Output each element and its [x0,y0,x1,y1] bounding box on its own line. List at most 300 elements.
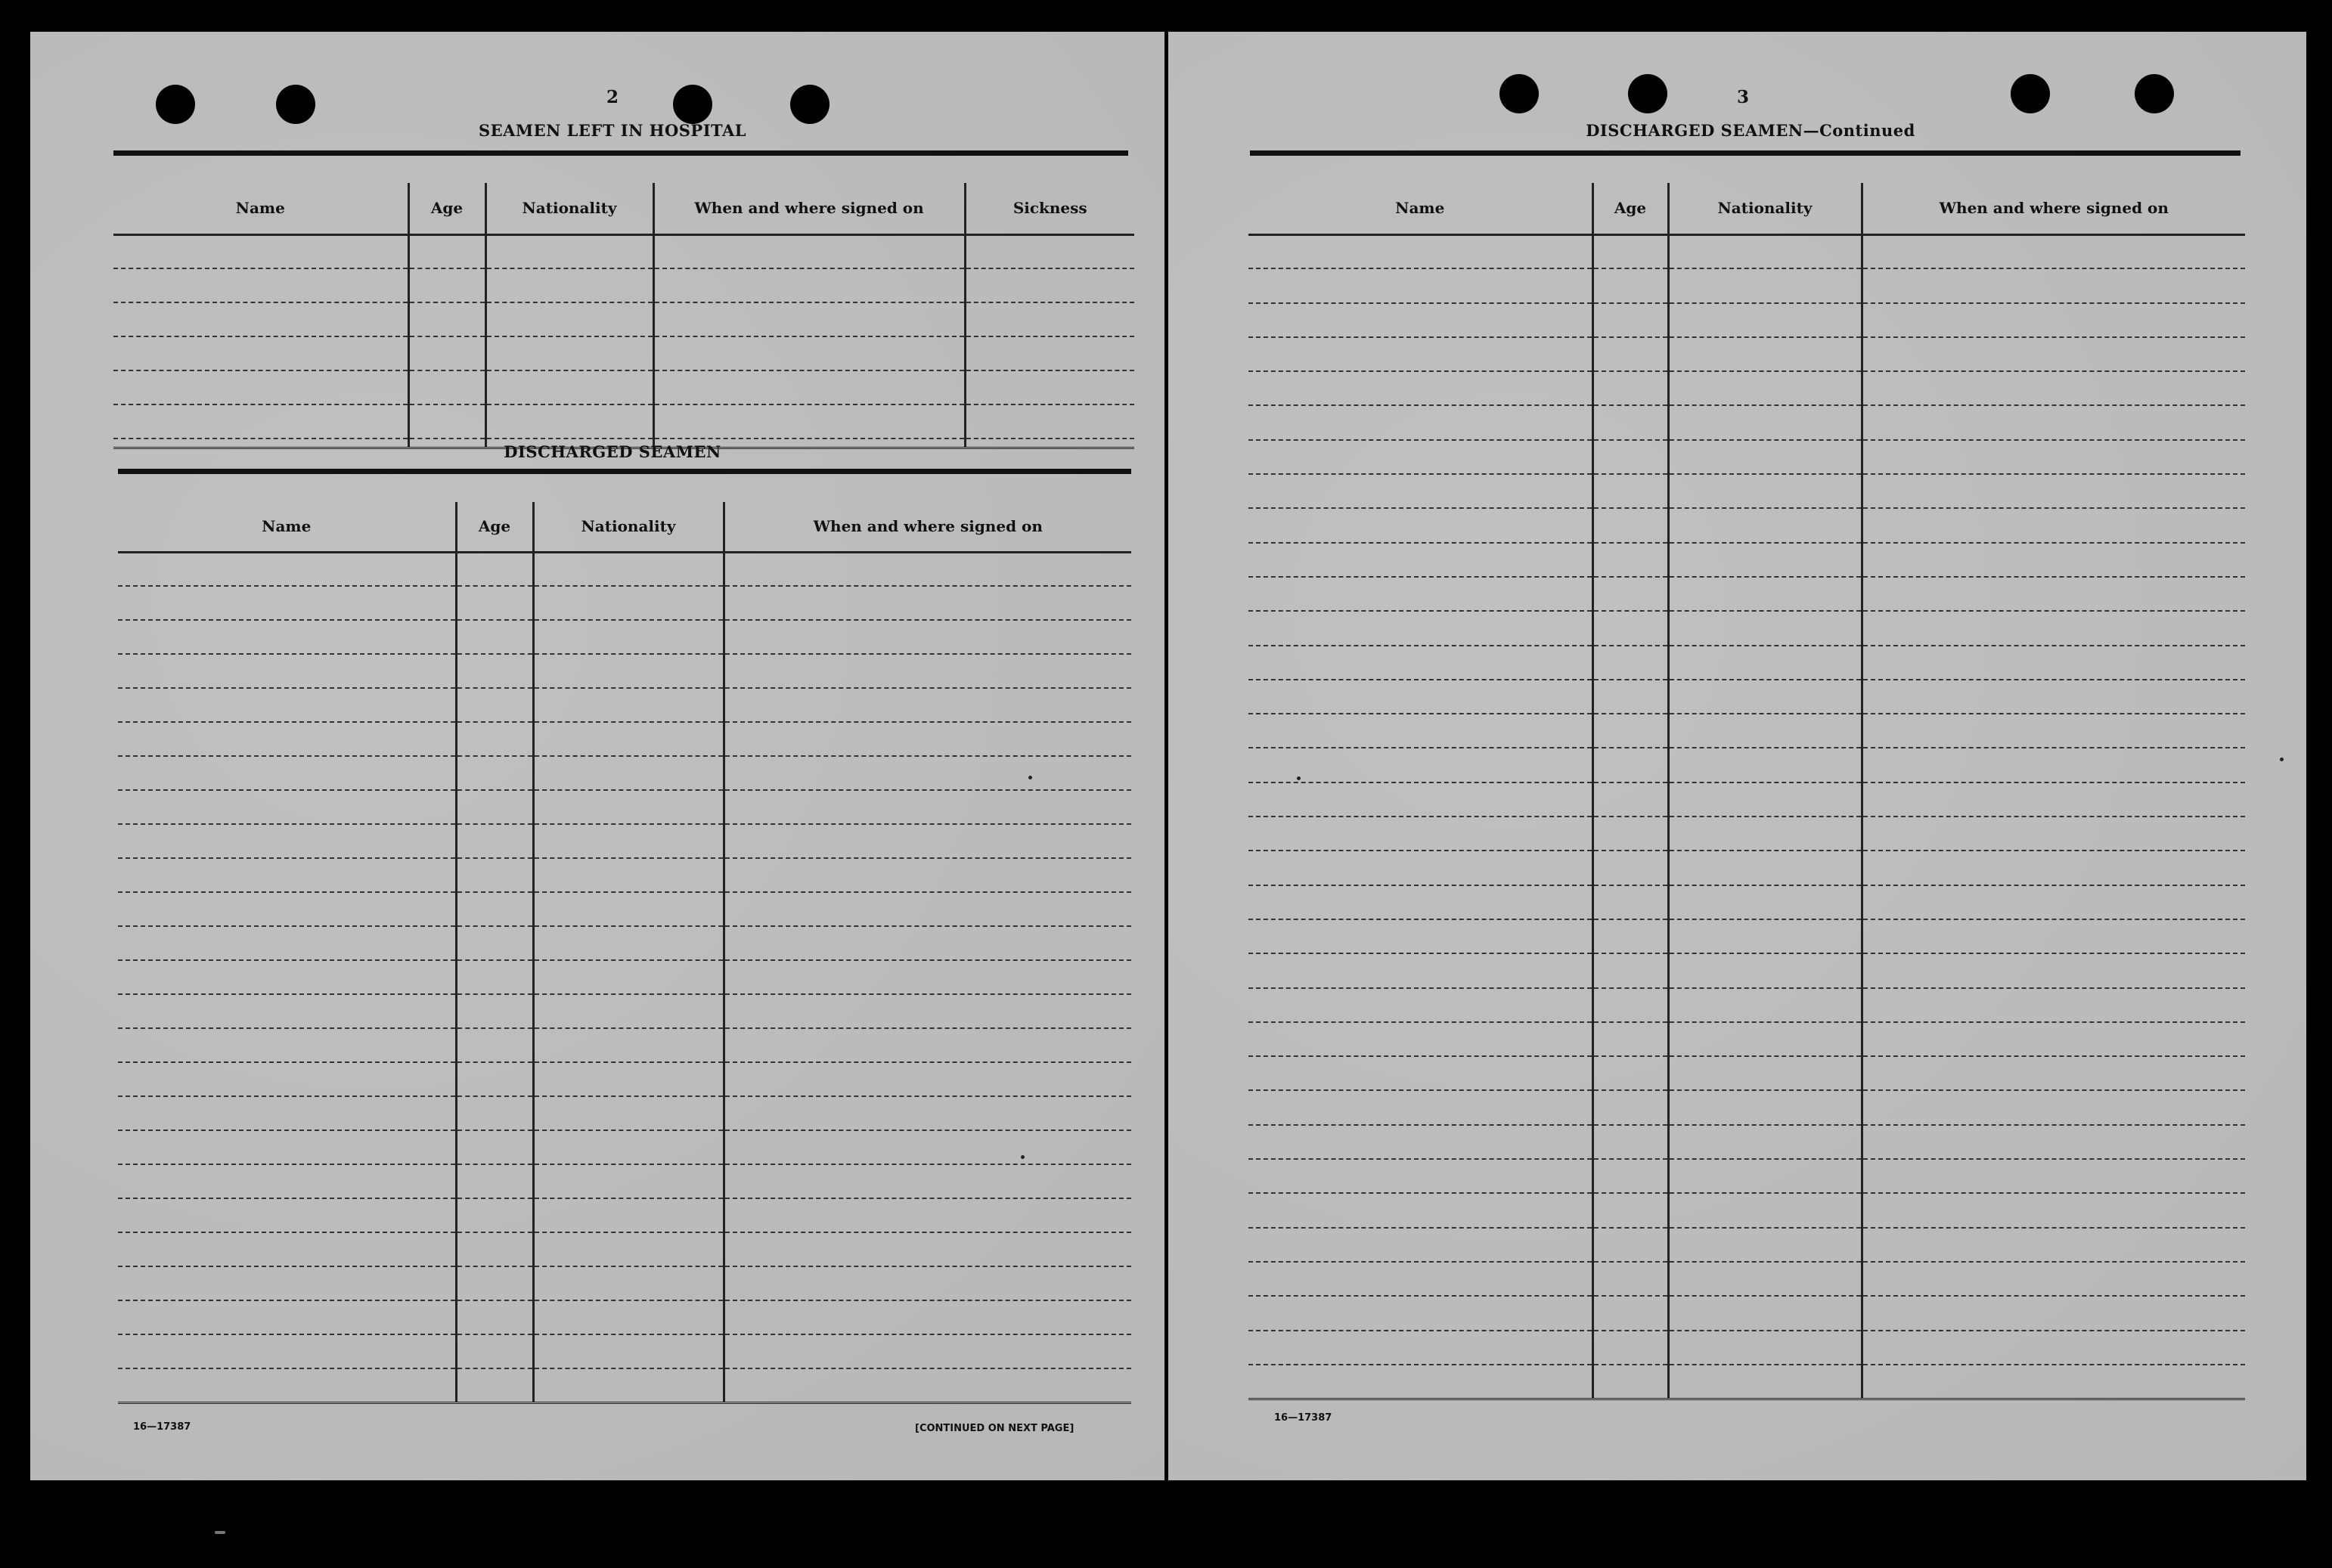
entry-cell[interactable] [456,688,533,722]
scan-artifact [215,1531,225,1534]
entry-cell[interactable] [1248,988,1592,1022]
entry-cell[interactable] [485,268,653,302]
entry-cell[interactable] [1248,885,1592,919]
entry-cell[interactable] [1592,1193,1668,1227]
entry-cell[interactable] [118,858,456,892]
entry-cell[interactable] [1668,405,1862,439]
entry-cell[interactable] [653,302,965,336]
entry-cell[interactable] [1668,1262,1862,1296]
entry-cell[interactable] [1592,1090,1668,1124]
column-header-nationality: Nationality [533,502,724,552]
entry-cell[interactable] [1668,714,1862,748]
entry-cell[interactable] [724,926,1131,960]
entry-cell[interactable] [1862,1159,2245,1193]
entry-cell[interactable] [456,790,533,824]
entry-cell[interactable] [113,370,408,404]
entry-cell[interactable] [1668,919,1862,953]
entry-cell[interactable] [724,586,1131,620]
entry-cell[interactable] [1592,817,1668,851]
table-row [118,620,1131,654]
entry-cell[interactable] [456,620,533,654]
entry-cell[interactable] [1248,680,1592,714]
entry-cell[interactable] [456,1266,533,1300]
entry-cell[interactable] [724,756,1131,790]
entry-cell[interactable] [118,824,456,858]
entry-cell[interactable] [1592,851,1668,885]
entry-cell[interactable] [118,756,456,790]
column-header-age: Age [1592,183,1668,234]
entry-cell[interactable] [113,336,408,370]
entry-cell[interactable] [1248,474,1592,508]
entry-cell[interactable] [118,586,456,620]
entry-cell[interactable] [1862,953,2245,987]
entry-cell[interactable] [533,1232,724,1266]
entry-cell[interactable] [118,1232,456,1266]
entry-cell[interactable] [1592,611,1668,645]
entry-cell[interactable] [533,892,724,926]
entry-cell[interactable] [533,1334,724,1368]
entry-cell[interactable] [456,892,533,926]
entry-cell[interactable] [1592,1022,1668,1056]
entry-cell[interactable] [533,960,724,994]
entry-cell[interactable] [1248,1331,1592,1365]
entry-cell[interactable] [1248,234,1592,268]
entry-cell[interactable] [1592,1365,1668,1399]
table-row [1248,474,2245,508]
entry-cell[interactable] [1248,543,1592,577]
entry-cell[interactable] [1668,953,1862,987]
entry-cell[interactable] [118,926,456,960]
entry-cell[interactable] [724,1300,1131,1334]
entry-cell[interactable] [965,370,1134,404]
entry-cell[interactable] [1592,337,1668,371]
entry-cell[interactable] [533,688,724,722]
entry-cell[interactable] [118,1028,456,1062]
entry-cell[interactable] [724,892,1131,926]
entry-cell[interactable] [456,1232,533,1266]
entry-cell[interactable] [724,552,1131,586]
entry-cell[interactable] [118,722,456,756]
entry-cell[interactable] [113,404,408,438]
entry-cell[interactable] [456,824,533,858]
entry-cell[interactable] [118,654,456,688]
entry-cell[interactable] [1592,508,1668,542]
entry-cell[interactable] [1248,508,1592,542]
table-row [113,370,1134,404]
entry-cell[interactable] [118,1368,456,1402]
entry-cell[interactable] [724,1368,1131,1402]
entry-cell[interactable] [1592,782,1668,817]
entry-cell[interactable] [1668,748,1862,782]
entry-cell[interactable] [1668,371,1862,405]
entry-cell[interactable] [1668,543,1862,577]
entry-cell[interactable] [533,756,724,790]
entry-cell[interactable] [1592,543,1668,577]
table-row [1248,405,2245,439]
entry-cell[interactable] [118,1164,456,1198]
entry-cell[interactable] [1248,1193,1592,1227]
entry-cell[interactable] [1248,1228,1592,1262]
entry-cell[interactable] [456,858,533,892]
entry-cell[interactable] [1248,953,1592,987]
entry-cell[interactable] [118,1334,456,1368]
entry-cell[interactable] [1668,303,1862,337]
entry-cell[interactable] [118,1300,456,1334]
table-row [1248,440,2245,474]
entry-cell[interactable] [1592,1159,1668,1193]
entry-cell[interactable] [1862,371,2245,405]
entry-cell[interactable] [653,404,965,438]
entry-cell[interactable] [1592,1262,1668,1296]
entry-cell[interactable] [1862,680,2245,714]
entry-cell[interactable] [533,1164,724,1198]
entry-cell[interactable] [533,586,724,620]
entry-cell[interactable] [1248,405,1592,439]
table-row [118,1300,1131,1334]
entry-cell[interactable] [1862,234,2245,268]
entry-cell[interactable] [1862,577,2245,611]
entry-cell[interactable] [1668,782,1862,817]
entry-cell[interactable] [1862,268,2245,302]
entry-cell[interactable] [456,1198,533,1232]
entry-cell[interactable] [456,1028,533,1062]
entry-cell[interactable] [113,268,408,302]
entry-cell[interactable] [118,688,456,722]
column-header-signed-on: When and where signed on [724,502,1131,552]
entry-cell[interactable] [456,1368,533,1402]
entry-cell[interactable] [1862,1090,2245,1124]
table-row [1248,1022,2245,1056]
entry-cell[interactable] [456,1062,533,1096]
entry-cell[interactable] [1862,611,2245,645]
entry-cell[interactable] [1592,577,1668,611]
table-row [118,654,1131,688]
entry-cell[interactable] [456,1300,533,1334]
punch-hole [1499,74,1539,113]
entry-cell[interactable] [1862,1125,2245,1159]
entry-cell[interactable] [1592,268,1668,302]
entry-cell[interactable] [724,790,1131,824]
entry-cell[interactable] [1592,440,1668,474]
table-row [118,586,1131,620]
entry-cell[interactable] [965,404,1134,438]
entry-cell[interactable] [1668,1159,1862,1193]
entry-cell[interactable] [1248,371,1592,405]
entry-cell[interactable] [724,1232,1131,1266]
entry-cell[interactable] [1248,337,1592,371]
entry-cell[interactable] [965,234,1134,268]
entry-cell[interactable] [533,1198,724,1232]
entry-cell[interactable] [724,1266,1131,1300]
entry-cell[interactable] [1248,303,1592,337]
entry-cell[interactable] [1248,646,1592,680]
table-row [1248,268,2245,302]
entry-cell[interactable] [1862,1193,2245,1227]
entry-cell[interactable] [653,268,965,302]
entry-cell[interactable] [118,1266,456,1300]
entry-cell[interactable] [118,960,456,994]
entry-cell[interactable] [533,1368,724,1402]
entry-cell[interactable] [724,688,1131,722]
entry-cell[interactable] [724,960,1131,994]
entry-cell[interactable] [1248,1022,1592,1056]
entry-cell[interactable] [1862,1365,2245,1399]
entry-cell[interactable] [1248,1125,1592,1159]
entry-cell[interactable] [1248,817,1592,851]
entry-cell[interactable] [653,370,965,404]
entry-cell[interactable] [533,1062,724,1096]
entry-cell[interactable] [1592,474,1668,508]
entry-cell[interactable] [113,234,408,268]
entry-cell[interactable] [1592,1056,1668,1090]
entry-cell[interactable] [118,620,456,654]
entry-cell[interactable] [1668,680,1862,714]
table-row [113,336,1134,370]
entry-cell[interactable] [1668,508,1862,542]
entry-cell[interactable] [1592,371,1668,405]
entry-cell[interactable] [1862,543,2245,577]
entry-cell[interactable] [1862,1331,2245,1365]
entry-cell[interactable] [1592,234,1668,268]
entry-cell[interactable] [1248,1056,1592,1090]
entry-cell[interactable] [1862,988,2245,1022]
entry-cell[interactable] [1862,748,2245,782]
entry-cell[interactable] [118,994,456,1028]
paper-speck [2280,758,2284,761]
entry-cell[interactable] [1668,851,1862,885]
entry-cell[interactable] [1862,440,2245,474]
entry-cell[interactable] [653,234,965,268]
entry-cell[interactable] [533,994,724,1028]
entry-cell[interactable] [118,1062,456,1096]
entry-cell[interactable] [456,654,533,688]
table-row [1248,1331,2245,1365]
entry-cell[interactable] [1668,1296,1862,1330]
entry-cell[interactable] [1668,234,1862,268]
entry-cell[interactable] [456,960,533,994]
entry-cell[interactable] [1592,953,1668,987]
entry-cell[interactable] [724,1096,1131,1130]
entry-cell[interactable] [1668,1056,1862,1090]
entry-cell[interactable] [653,336,965,370]
entry-cell[interactable] [724,1164,1131,1198]
entry-cell[interactable] [1592,303,1668,337]
entry-cell[interactable] [533,1028,724,1062]
entry-cell[interactable] [1862,405,2245,439]
entry-cell[interactable] [408,404,485,438]
entry-cell[interactable] [724,1334,1131,1368]
entry-cell[interactable] [1668,268,1862,302]
entry-cell[interactable] [724,1198,1131,1232]
entry-cell[interactable] [1668,1331,1862,1365]
entry-cell[interactable] [1592,919,1668,953]
entry-cell[interactable] [1668,1022,1862,1056]
table-row [1248,953,2245,987]
entry-cell[interactable] [456,586,533,620]
entry-cell[interactable] [1862,1228,2245,1262]
entry-cell[interactable] [1248,782,1592,817]
entry-cell[interactable] [1668,885,1862,919]
entry-cell[interactable] [1592,646,1668,680]
entry-cell[interactable] [724,722,1131,756]
entry-cell[interactable] [1248,611,1592,645]
entry-cell[interactable] [1668,440,1862,474]
entry-cell[interactable] [1248,1090,1592,1124]
entry-cell[interactable] [485,234,653,268]
entry-cell[interactable] [1668,611,1862,645]
entry-cell[interactable] [1862,782,2245,817]
entry-cell[interactable] [965,336,1134,370]
entry-cell[interactable] [1668,1125,1862,1159]
table-row [118,1266,1131,1300]
entry-cell[interactable] [533,858,724,892]
entry-cell[interactable] [118,1130,456,1164]
entry-cell[interactable] [533,722,724,756]
entry-cell[interactable] [1862,1022,2245,1056]
entry-cell[interactable] [118,790,456,824]
entry-cell[interactable] [533,654,724,688]
entry-cell[interactable] [724,824,1131,858]
entry-cell[interactable] [1668,337,1862,371]
entry-cell[interactable] [533,926,724,960]
entry-cell[interactable] [118,892,456,926]
table-row [1248,1090,2245,1124]
entry-cell[interactable] [456,994,533,1028]
entry-cell[interactable] [1668,1090,1862,1124]
title-rule [1250,150,2241,156]
entry-cell[interactable] [965,438,1134,448]
entry-cell[interactable] [533,824,724,858]
entry-cell[interactable] [724,1130,1131,1164]
table-row [1248,680,2245,714]
entry-cell[interactable] [533,1130,724,1164]
table-row [1248,646,2245,680]
entry-cell[interactable] [1668,474,1862,508]
entry-cell[interactable] [1668,1365,1862,1399]
entry-cell[interactable] [965,268,1134,302]
entry-cell[interactable] [1592,405,1668,439]
entry-cell[interactable] [456,722,533,756]
entry-cell[interactable] [1862,1296,2245,1330]
entry-cell[interactable] [456,1164,533,1198]
entry-cell[interactable] [1592,1228,1668,1262]
entry-cell[interactable] [485,302,653,336]
table-row [1248,988,2245,1022]
entry-cell[interactable] [1248,919,1592,953]
entry-cell[interactable] [408,268,485,302]
table-row [118,688,1131,722]
entry-cell[interactable] [113,438,408,448]
entry-cell[interactable] [1592,1296,1668,1330]
entry-cell[interactable] [1862,646,2245,680]
entry-cell[interactable] [408,370,485,404]
entry-cell[interactable] [1862,1262,2245,1296]
entry-cell[interactable] [965,302,1134,336]
entry-cell[interactable] [1862,919,2245,953]
entry-cell[interactable] [485,404,653,438]
entry-cell[interactable] [1248,714,1592,748]
entry-cell[interactable] [1862,885,2245,919]
punch-hole [156,85,195,124]
entry-cell[interactable] [1668,817,1862,851]
punch-hole [673,85,712,124]
entry-cell[interactable] [456,756,533,790]
entry-cell[interactable] [408,234,485,268]
entry-cell[interactable] [1248,577,1592,611]
entry-cell[interactable] [1862,851,2245,885]
entry-cell[interactable] [485,336,653,370]
entry-cell[interactable] [1248,1365,1592,1399]
entry-cell[interactable] [118,1198,456,1232]
entry-cell[interactable] [456,1130,533,1164]
entry-cell[interactable] [1862,474,2245,508]
entry-cell[interactable] [1592,885,1668,919]
entry-cell[interactable] [485,370,653,404]
table-row [113,302,1134,336]
entry-cell[interactable] [1862,817,2245,851]
entry-cell[interactable] [1668,646,1862,680]
table-row [118,1164,1131,1198]
entry-cell[interactable] [1248,1159,1592,1193]
entry-cell[interactable] [118,1096,456,1130]
entry-cell[interactable] [118,552,456,586]
entry-cell[interactable] [724,1028,1131,1062]
entry-cell[interactable] [1862,508,2245,542]
entry-cell[interactable] [408,302,485,336]
entry-cell[interactable] [724,994,1131,1028]
entry-cell[interactable] [456,926,533,960]
entry-cell[interactable] [1248,851,1592,885]
entry-cell[interactable] [456,1334,533,1368]
entry-cell[interactable] [456,552,533,586]
entry-cell[interactable] [1668,988,1862,1022]
entry-cell[interactable] [1592,748,1668,782]
entry-cell[interactable] [1248,268,1592,302]
entry-cell[interactable] [533,1096,724,1130]
entry-cell[interactable] [533,552,724,586]
entry-cell[interactable] [533,1266,724,1300]
column-header-sickness: Sickness [965,183,1134,234]
entry-cell[interactable] [1592,1125,1668,1159]
entry-cell[interactable] [724,620,1131,654]
entry-cell[interactable] [1862,303,2245,337]
entry-cell[interactable] [1248,1296,1592,1330]
entry-cell[interactable] [1592,988,1668,1022]
entry-cell[interactable] [533,790,724,824]
entry-cell[interactable] [1592,680,1668,714]
entry-cell[interactable] [1592,1331,1668,1365]
entry-cell[interactable] [533,1300,724,1334]
form-number: 16—17387 [1274,1412,1332,1424]
entry-cell[interactable] [1862,1056,2245,1090]
entry-cell[interactable] [1592,714,1668,748]
entry-cell[interactable] [1862,714,2245,748]
entry-cell[interactable] [1248,1262,1592,1296]
entry-cell[interactable] [724,1062,1131,1096]
entry-cell[interactable] [1668,1193,1862,1227]
entry-cell[interactable] [408,336,485,370]
entry-cell[interactable] [1668,1228,1862,1262]
entry-cell[interactable] [1668,577,1862,611]
entry-cell[interactable] [724,858,1131,892]
table-row [1248,748,2245,782]
entry-cell[interactable] [1862,337,2245,371]
entry-cell[interactable] [456,1096,533,1130]
entry-cell[interactable] [724,654,1131,688]
entry-cell[interactable] [1248,440,1592,474]
entry-cell[interactable] [533,620,724,654]
entry-cell[interactable] [113,302,408,336]
